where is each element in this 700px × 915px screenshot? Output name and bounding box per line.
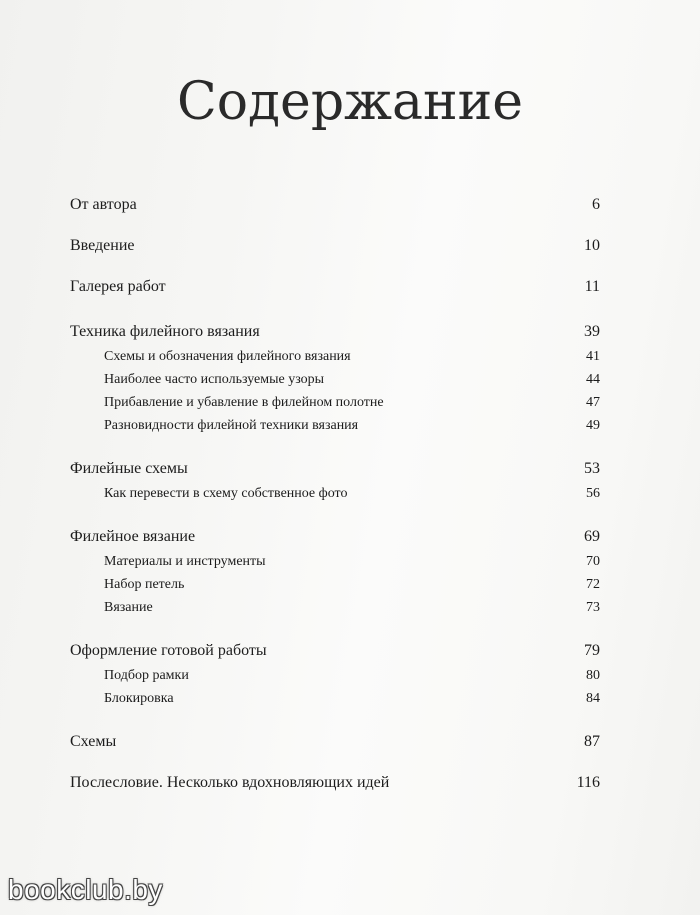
- toc-section-finishing: [70, 638, 600, 710]
- toc-entry-page: 10: [584, 237, 600, 254]
- toc-subentry-page: 73: [586, 600, 600, 615]
- toc-entry[interactable]: [70, 319, 600, 345]
- toc-entry-label: От автора: [70, 196, 137, 213]
- toc-subentry-page: 49: [586, 418, 600, 433]
- toc-entry-page: 87: [584, 733, 600, 750]
- toc-subentry[interactable]: [70, 414, 600, 437]
- table-of-contents: [70, 192, 600, 796]
- toc-subentry[interactable]: [70, 482, 600, 505]
- toc-entry[interactable]: [70, 233, 600, 259]
- toc-subentry-label: Разновидности филейной техники вязания: [104, 418, 359, 433]
- toc-entry-label: Оформление готовой работы: [70, 642, 267, 659]
- toc-subentry-label: Блокировка: [104, 691, 174, 706]
- watermark: bookclub.by: [8, 874, 163, 905]
- toc-subentry-page: 72: [586, 577, 600, 592]
- toc-entry-label: Послесловие. Несколько вдохновляющих идей: [70, 774, 390, 791]
- toc-entry[interactable]: [70, 192, 600, 218]
- toc-subentry-label: Подбор рамки: [104, 668, 189, 683]
- toc-subentry[interactable]: [70, 596, 600, 619]
- toc-subentry[interactable]: [70, 345, 600, 368]
- toc-entry-label: Схемы: [70, 733, 117, 750]
- toc-entry-page: 6: [592, 196, 600, 213]
- toc-entry-page: 116: [576, 774, 600, 791]
- toc-entry-page: 79: [584, 642, 600, 659]
- toc-section-technique: [70, 319, 600, 437]
- toc-section-filet-knitting: [70, 524, 600, 619]
- toc-entry-page: 69: [584, 528, 600, 545]
- toc-subentry-page: 41: [586, 349, 600, 364]
- toc-entry[interactable]: [70, 456, 600, 482]
- toc-subentry[interactable]: [70, 550, 600, 573]
- toc-entry-page: 39: [584, 323, 600, 340]
- toc-subentry-label: Материалы и инструменты: [104, 554, 266, 569]
- toc-subentry[interactable]: [70, 391, 600, 414]
- toc-entry[interactable]: [70, 770, 600, 796]
- toc-entry-page: 11: [584, 278, 600, 295]
- toc-subentry-label: Схемы и обозначения филейного вязания: [104, 349, 351, 364]
- toc-subentry[interactable]: [70, 687, 600, 710]
- toc-section-charts: [70, 729, 600, 755]
- toc-entry[interactable]: [70, 274, 600, 300]
- toc-section-introduction: [70, 233, 600, 259]
- toc-subentry-page: 47: [586, 395, 600, 410]
- page-title: Содержание: [176, 72, 524, 132]
- toc-subentry-label: Вязание: [104, 600, 153, 615]
- toc-subentry[interactable]: [70, 664, 600, 687]
- toc-entry[interactable]: [70, 729, 600, 755]
- toc-subentry[interactable]: [70, 573, 600, 596]
- toc-subentry-label: Набор петель: [104, 577, 185, 592]
- toc-entry-label: Техника филейного вязания: [70, 323, 260, 340]
- toc-section-filet-charts: [70, 456, 600, 505]
- toc-subentry-page: 70: [586, 554, 600, 569]
- toc-subentry-label: Как перевести в схему собственное фото: [104, 486, 348, 501]
- toc-subentry-page: 56: [586, 486, 600, 501]
- toc-entry-label: Филейные схемы: [70, 460, 188, 477]
- toc-entry[interactable]: [70, 524, 600, 550]
- toc-section-gallery: [70, 274, 600, 300]
- toc-entry-label: Галерея работ: [70, 278, 166, 295]
- toc-subentry[interactable]: [70, 368, 600, 391]
- toc-section-from-author: [70, 192, 600, 218]
- toc-entry-label: Филейное вязание: [70, 528, 196, 545]
- toc-entry-page: 53: [584, 460, 600, 477]
- toc-subentry-page: 84: [586, 691, 600, 706]
- toc-subentry-label: Наиболее часто используемые узоры: [104, 372, 325, 387]
- toc-section-afterword: [70, 770, 600, 796]
- toc-subentry-label: Прибавление и убавление в филейном полотне: [104, 395, 384, 410]
- toc-entry-label: Введение: [70, 237, 135, 254]
- toc-subentry-page: 44: [586, 372, 600, 387]
- toc-subentry-page: 80: [586, 668, 600, 683]
- toc-entry[interactable]: [70, 638, 600, 664]
